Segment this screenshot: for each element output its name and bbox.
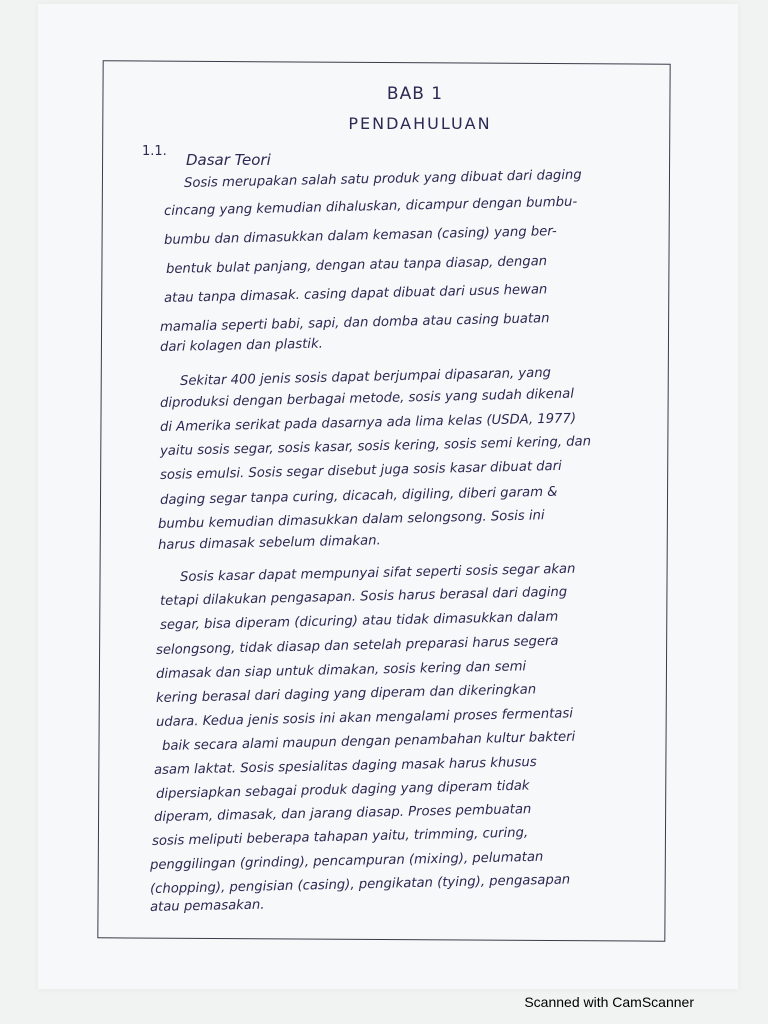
text-line: kering berasal dari daging yang diperam dan dikeringkan — [155, 682, 537, 706]
text-line: diproduksi dengan berbagai metode, sosis yang sudah dikenal — [159, 386, 575, 411]
text-line: mamalia seperti babi, sapi, dan domba atau casing buatan — [159, 311, 550, 335]
text-line: udara. Kedua jenis sosis ini akan mengalami proses fermentasi — [155, 706, 574, 730]
text-line: segar, bisa diperam (dicuring) atau tidak dimasukkan dalam — [159, 609, 559, 633]
text-line: Sosis merupakan salah satu produk yang dibuat dari daging — [183, 167, 582, 191]
text-line: (chopping), pengisian (casing), pengikatan (tying), pengasapan — [149, 872, 571, 897]
text-line: harus dimasak sebelum dimakan. — [157, 533, 381, 553]
text-line: bumbu dan dimasukkan dalam kemasan (casing) yang ber- — [163, 224, 557, 248]
text-line: daging segar tanpa curing, dicacah, digiling, diberi garam & — [159, 484, 558, 508]
text-line: di Amerika serikat pada dasarnya ada lima kelas (USDA, 1977) — [159, 411, 577, 435]
text-line: Sekitar 400 jenis sosis dapat berjumpai dipasaran, yang — [179, 365, 552, 389]
scanner-watermark: Scanned with CamScanner — [524, 994, 694, 1010]
text-line: bumbu kemudian dimasukkan dalam selongsong. Sosis ini — [157, 508, 545, 532]
text-line: sosis emulsi. Sosis segar disebut juga sosis kasar dibuat dari — [159, 458, 562, 483]
text-line: cincang yang kemudian dihaluskan, dicampur dengan bumbu- — [163, 194, 578, 219]
section-title: Dasar Teori — [186, 151, 271, 169]
section-number: 1.1. — [142, 144, 167, 159]
text-line: penggilingan (grinding), pencampuran (mixing), pelumatan — [149, 849, 544, 873]
text-line: dimasak dan siap untuk dimakan, sosis kering dan semi — [155, 659, 527, 682]
text-line: yaitu sosis segar, sosis kasar, sosis kering, sosis semi kering, dan — [159, 434, 592, 459]
text-line: selongsong, tidak diasap dan setelah preparasi harus segera — [155, 633, 559, 658]
text-line: sosis meliputi beberapa tahapan yaitu, trimming, curing, — [151, 825, 529, 849]
text-line: asam laktat. Sosis spesialitas daging masak harus khusus — [153, 754, 537, 778]
text-line: dari kolagen dan plastik. — [159, 336, 323, 355]
text-line: dipersiapkan sebagai produk daging yang diperam tidak — [155, 778, 530, 802]
text-line: bentuk bulat panjang, dengan atau tanpa diasap, dengan — [165, 254, 548, 277]
text-line: atau tanpa dimasak. casing dapat dibuat dari usus hewan — [163, 282, 548, 306]
text-line: tetapi dilakukan pengasapan. Sosis harus berasal dari daging — [159, 584, 568, 609]
chapter-heading: BAB 1 — [386, 84, 444, 104]
text-line: diperam, dimasak, dan jarang diasap. Proses pembuatan — [153, 802, 532, 825]
chapter-title: PENDAHULUAN — [348, 114, 492, 133]
text-line: baik secara alami maupun dengan penambahan kultur bakteri — [161, 729, 576, 754]
text-line: Sosis kasar dapat mempunyai sifat seperti sosis segar akan — [179, 561, 576, 585]
text-line: atau pemasakan. — [149, 897, 265, 915]
